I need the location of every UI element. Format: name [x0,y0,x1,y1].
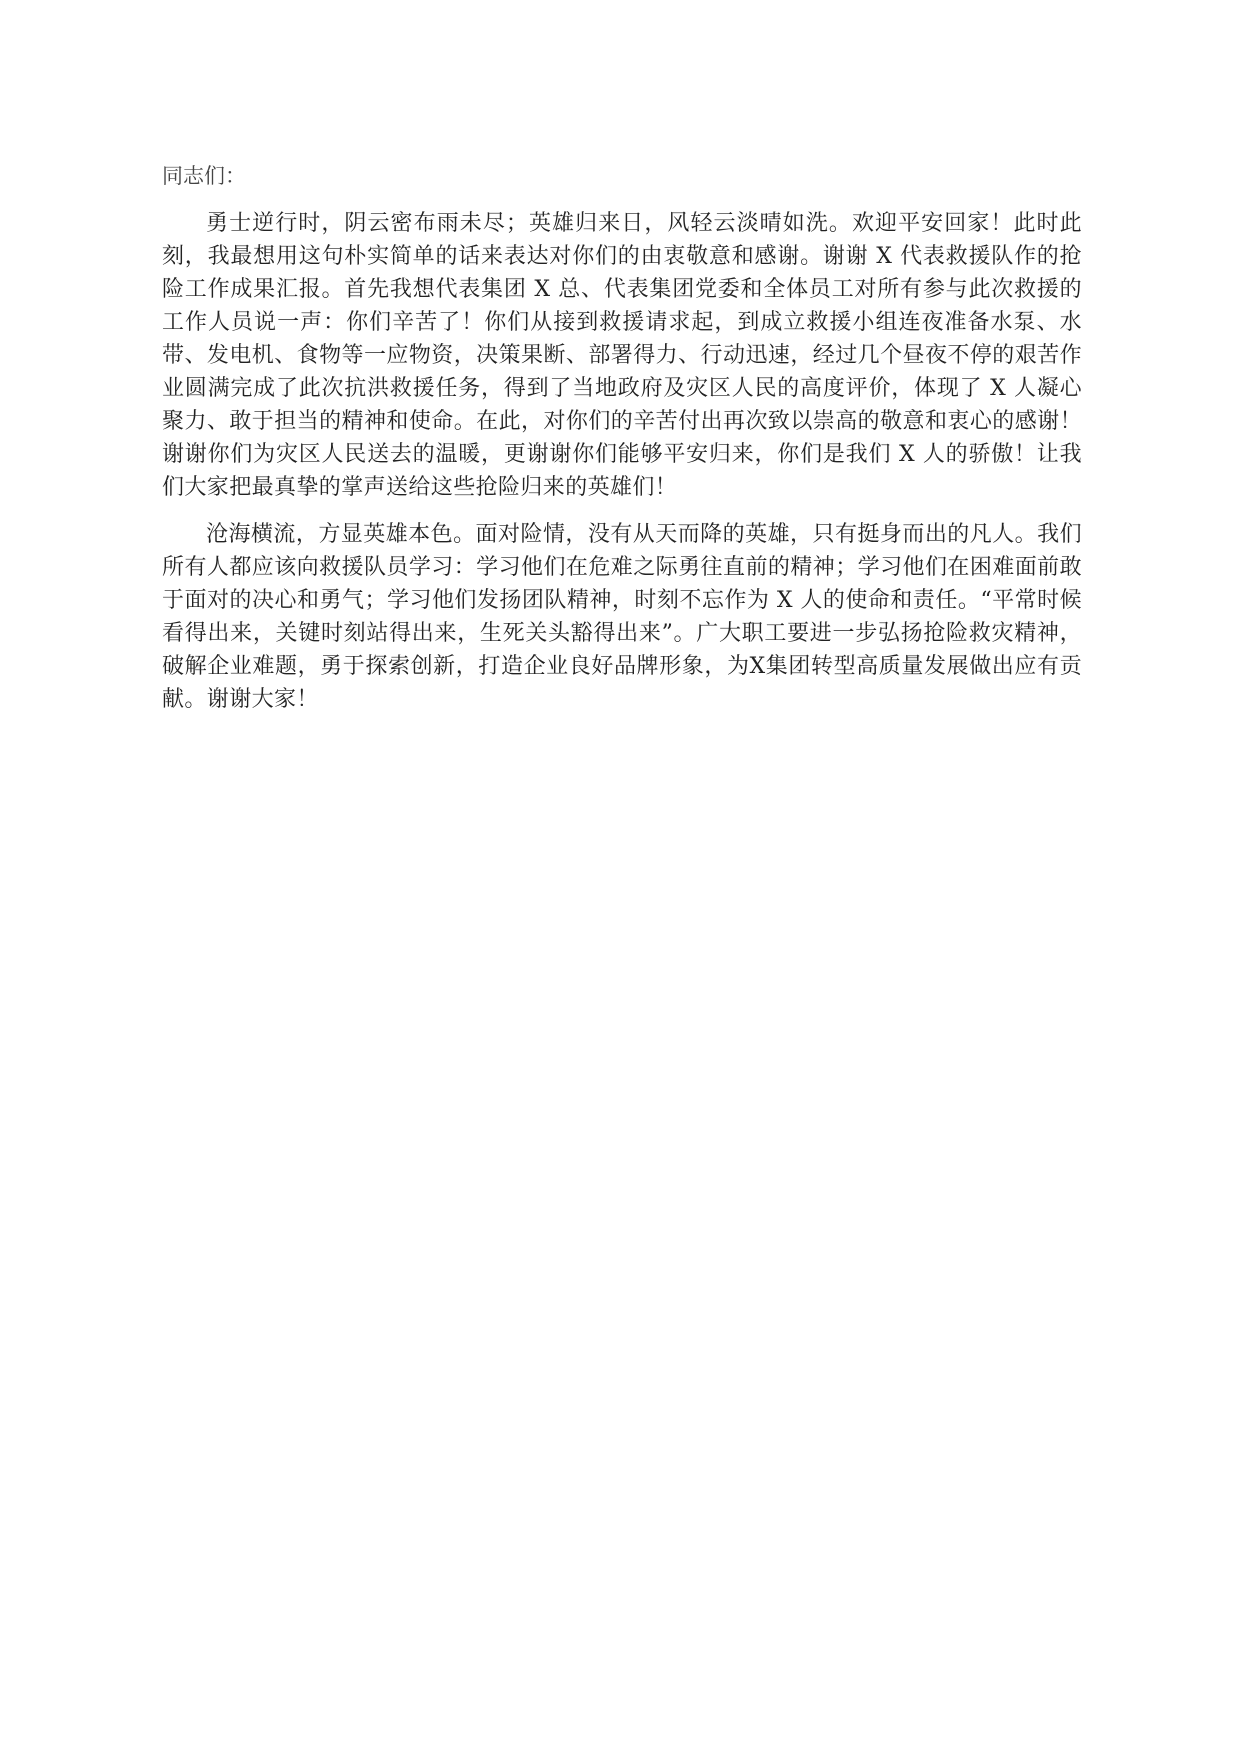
body-paragraph-2: 沧海横流，方显英雄本色。面对险情，没有从天而降的英雄，只有挺身而出的凡人。我们所有人都应该向救援队员学习：学习他们在危难之际勇往直前的精神；学习他们在困难面前敢于面对的决心和勇气；学习他们发扬团队精神，时刻不忘作为 X 人的使命和责任。“平常时候看得出来，关键时刻站得出来，生死关头豁得出来”。广大职工要进一步弘扬抢险救灾精神，破解企业难题，勇于探索创新，打造企业良好品牌形象，为X集团转型高质量发展做出应有贡献。谢谢大家！ [162,522,1082,712]
salutation: 同志们： [162,164,246,188]
document-body [162,160,1082,730]
body-paragraph-1: 勇士逆行时，阴云密布雨未尽；英雄归来日，风轻云淡晴如洗。欢迎平安回家！此时此刻，我最想用这句朴实简单的话来表达对你们的由衷敬意和感谢。谢谢 X 代表救援队作的抢险工作成果汇报。首先我想代表集团 X 总、代表集团党委和全体员工对所有参与此次救援的工作人员说一声：你们辛苦了！你们从接到救援请求起，到成立救援小组连夜准备水泵、水带、发电机、食物等一应物资，决策果断、部署得力、行动迅速，经过几个昼夜不停的艰苦作业圆满完成了此次抗洪救援任务，得到了当地政府及灾区人民的高度评价，体现了 X 人凝心聚力、敢于担当的精神和使命。在此，对你们的辛苦付出再次致以崇高的敬意和衷心的感谢！谢谢你们为灾区人民送去的温暖，更谢谢你们能够平安归来，你们是我们 X 人的骄傲！让我们大家把最真挚的掌声送给这些抢险归来的英雄们！ [162,211,1082,500]
